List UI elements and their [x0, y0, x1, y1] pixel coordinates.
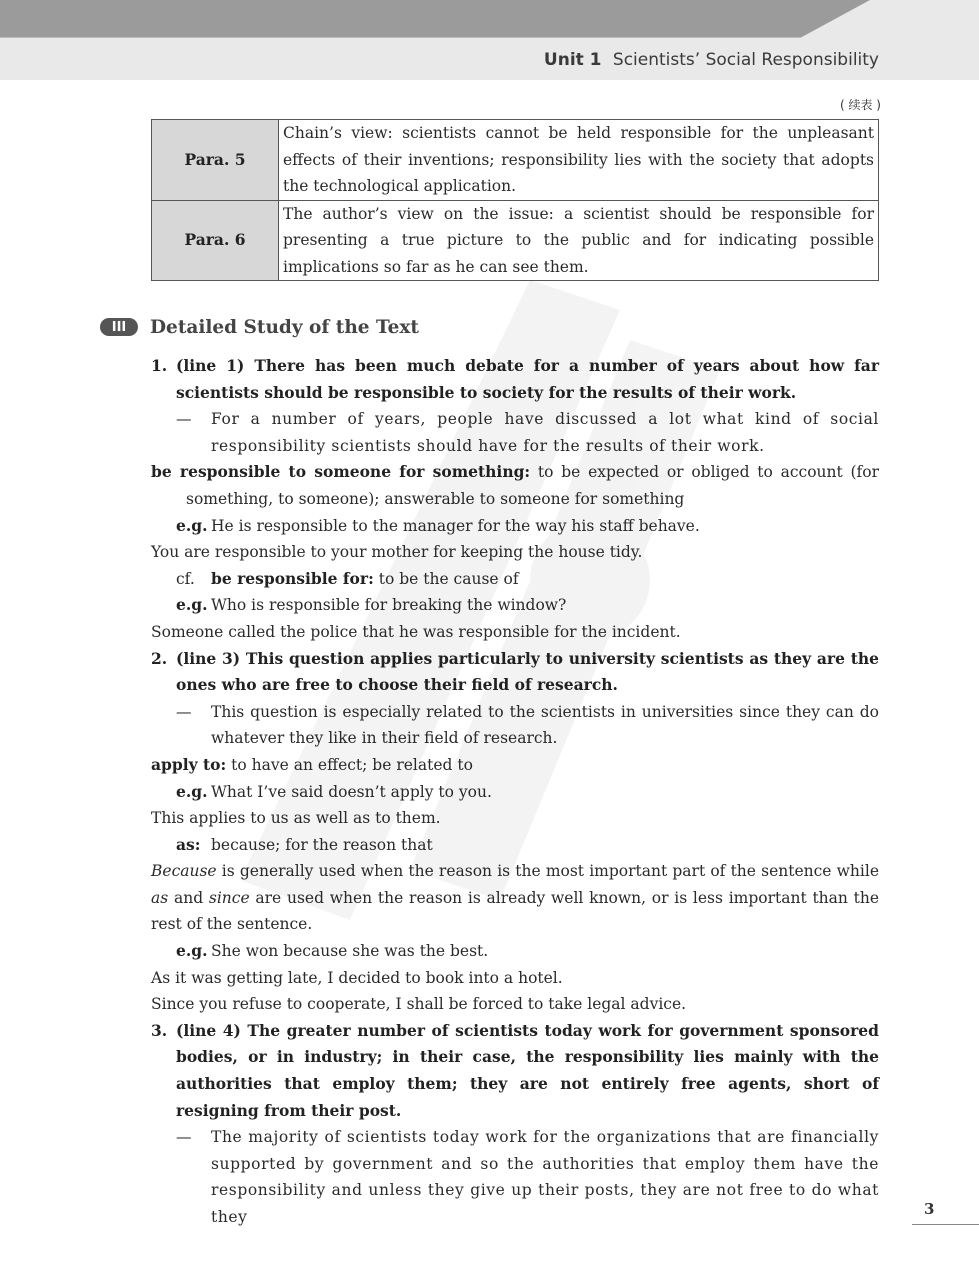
example-sentence: What I’ve said doesn’t apply to you. — [211, 782, 492, 801]
study-item-heading — [151, 353, 879, 406]
para-summary: The author’s view on the issue: a scientist should be responsible for presenting a true picture to the public and for indicating possible implications so far as he can see them. — [279, 200, 879, 281]
usage-text: are used when the reason is already well known, or is less important than the rest of the sentence. — [151, 888, 880, 934]
example-sentence: Who is responsible for breaking the window? — [211, 596, 567, 615]
eg-label: e.g. — [176, 595, 208, 615]
item-number: 2. — [151, 648, 168, 668]
paraphrase — [176, 406, 879, 459]
paraphrase-text: This question is especially related to the scientists in universities since they can do whatever they like in their field of research. — [211, 702, 879, 748]
running-head — [544, 50, 879, 70]
paragraph-summary-table — [151, 119, 879, 281]
table-row — [152, 200, 879, 281]
section-number-badge: III — [100, 318, 138, 336]
example-sentence: She won because she was the best. — [211, 942, 489, 961]
para-label: Para. 6 — [152, 200, 279, 281]
eg-label: e.g. — [176, 941, 208, 961]
table-row — [152, 120, 879, 201]
as-term: as: — [176, 834, 201, 854]
study-item-heading — [151, 646, 879, 699]
definition-text: to have an effect; be related to — [231, 755, 473, 774]
dash-mark: — — [176, 1128, 192, 1147]
detailed-study-content — [151, 353, 879, 1231]
definition-term: be responsible to someone for something: — [151, 462, 531, 482]
eg-label: e.g. — [176, 515, 208, 535]
dash-mark: — — [176, 702, 192, 721]
item-quote: (line 1) There has been much debate for a number of years about how far scientists should be responsible to society for the results of their work. — [176, 356, 879, 402]
definition-text: to be expected or obliged to account (for something, to someone); answerable to someone for something — [186, 463, 879, 508]
paraphrase-text: For a number of years, people have discussed a lot what kind of social responsibility scientists should have for the results of their work. — [211, 410, 879, 455]
as-text: because; for the reason that — [211, 835, 433, 854]
cf-text: to be the cause of — [378, 569, 519, 588]
section-heading — [100, 314, 419, 340]
usage-note — [151, 858, 879, 938]
as-definition — [176, 832, 879, 859]
example-sentence: As it was getting late, I decided to book into a hotel. — [151, 968, 563, 987]
example-group — [176, 938, 879, 965]
example-sentence: You are responsible to your mother for keeping the house tidy. — [151, 543, 643, 562]
example-group — [176, 513, 879, 540]
paraphrase — [176, 699, 879, 752]
definition-term: apply to: — [151, 754, 227, 774]
definition — [151, 459, 879, 512]
eg-label: e.g. — [176, 781, 208, 801]
study-item-heading — [151, 1018, 879, 1124]
example-sentence: Someone called the police that he was responsible for the incident. — [151, 622, 681, 641]
usage-word: since — [208, 888, 250, 907]
cf-label: cf. — [176, 569, 195, 588]
example-sentence: He is responsible to the manager for the way his staff behave. — [211, 516, 700, 535]
item-number: 1. — [151, 356, 168, 375]
unit-title: Scientists’ Social Responsibility — [612, 50, 879, 70]
definition — [151, 752, 879, 779]
usage-text: is generally used when the reason is the most important part of the sentence while — [221, 862, 879, 881]
continued-note: ( 续表 ) — [840, 98, 881, 112]
example-sentence: Since you refuse to cooperate, I shall be forced to take legal advice. — [151, 995, 687, 1014]
para-summary: Chain’s view: scientists cannot be held responsible for the unpleasant effects of their inventions; responsibility lies with the society that adopts the technological application. — [279, 120, 879, 201]
section-title: Detailed Study of the Text — [150, 316, 419, 338]
example-sentence: This applies to us as well as to them. — [151, 809, 441, 828]
dash-mark: — — [176, 410, 192, 429]
item-quote: (line 3) This question applies particularly to university scientists as they are the ones who are free to choose their field of research. — [176, 648, 879, 695]
para-label: Para. 5 — [152, 120, 279, 201]
usage-word: as — [151, 888, 169, 907]
example-group — [176, 592, 879, 619]
page-number: 3 — [924, 1200, 935, 1218]
page-number-rule — [912, 1224, 979, 1225]
paraphrase-text: The majority of scientists today work for the organizations that are financially supported by government and so the authorities that employ them have the responsibility and unless they give up their posts, they are not free to do what they — [211, 1128, 879, 1226]
usage-word: Because — [151, 862, 217, 881]
unit-label: Unit 1 — [543, 50, 602, 70]
example-group — [176, 779, 879, 806]
item-quote: (line 4) The greater number of scientists today work for government sponsored bodies, or in industry; in their case, the responsibility lies mainly with the authorities that employ them; they are not entirely free agents, short of resigning from their post. — [176, 1020, 879, 1120]
item-number: 3. — [151, 1020, 168, 1040]
compare-note — [176, 566, 879, 593]
cf-term: be responsible for: — [211, 568, 374, 588]
usage-text: and — [173, 888, 204, 907]
paraphrase — [176, 1124, 879, 1230]
